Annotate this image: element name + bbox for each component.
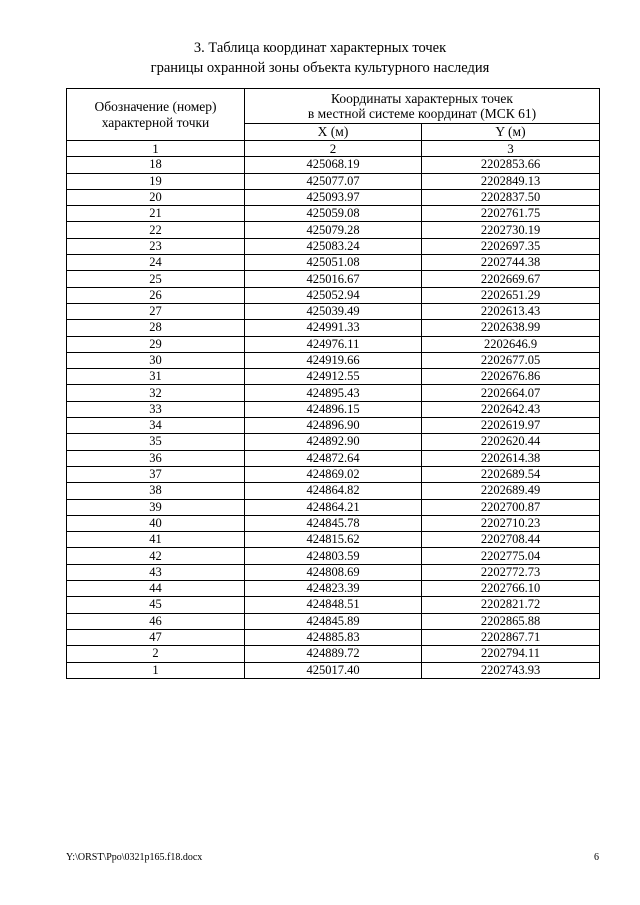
y-coordinate-cell: 2202669.67 — [422, 271, 600, 287]
point-number-cell: 34 — [67, 418, 245, 434]
y-coordinate-cell: 2202664.07 — [422, 385, 600, 401]
title-line-2: границы охранной зоны объекта культурного наследия — [150, 60, 490, 76]
y-coordinate-cell: 2202642.43 — [422, 401, 600, 417]
x-coordinate-cell: 424896.90 — [245, 418, 422, 434]
point-number-cell: 30 — [67, 352, 245, 368]
column-number-row — [67, 141, 600, 157]
y-coordinate-cell: 2202849.13 — [422, 173, 600, 189]
x-coordinate-cell: 424976.11 — [245, 336, 422, 352]
x-coordinate-cell: 425052.94 — [245, 287, 422, 303]
x-coordinate-cell: 424889.72 — [245, 646, 422, 662]
table-row — [67, 173, 600, 189]
x-coordinate-cell: 424864.21 — [245, 499, 422, 515]
table-row — [67, 564, 600, 580]
point-number-cell: 20 — [67, 189, 245, 205]
table-row — [67, 271, 600, 287]
point-number-cell: 28 — [67, 320, 245, 336]
y-coordinate-cell: 2202689.49 — [422, 483, 600, 499]
x-coordinate-cell: 424869.02 — [245, 466, 422, 482]
point-number-cell: 2 — [67, 646, 245, 662]
point-number-cell: 38 — [67, 483, 245, 499]
header-point-designation: Обозначение (номер) характерной точки — [67, 89, 245, 141]
table-row — [67, 434, 600, 450]
y-coordinate-cell: 2202821.72 — [422, 597, 600, 613]
file-path: Y:\ORST\Ppo\0321p165.f18.docx — [66, 852, 203, 863]
title-line-1: 3. Таблица координат характерных точек — [193, 40, 447, 56]
table-row — [67, 418, 600, 434]
point-number-cell: 18 — [67, 157, 245, 173]
y-coordinate-cell: 2202614.38 — [422, 450, 600, 466]
point-number-cell: 1 — [67, 662, 245, 678]
table-row — [67, 450, 600, 466]
coordinates-table — [66, 88, 600, 679]
point-number-cell: 36 — [67, 450, 245, 466]
point-number-cell: 33 — [67, 401, 245, 417]
x-coordinate-cell: 424803.59 — [245, 548, 422, 564]
page-footer — [66, 852, 599, 863]
x-coordinate-cell: 425039.49 — [245, 303, 422, 319]
y-coordinate-cell: 2202710.23 — [422, 515, 600, 531]
x-coordinate-cell: 424885.83 — [245, 629, 422, 645]
y-coordinate-cell: 2202620.44 — [422, 434, 600, 450]
point-number-cell: 19 — [67, 173, 245, 189]
x-coordinate-cell: 424912.55 — [245, 369, 422, 385]
point-number-cell: 21 — [67, 206, 245, 222]
table-row — [67, 581, 600, 597]
table-row — [67, 287, 600, 303]
table-row — [67, 352, 600, 368]
x-coordinate-cell: 424919.66 — [245, 352, 422, 368]
table-row — [67, 336, 600, 352]
point-number-cell: 27 — [67, 303, 245, 319]
point-number-cell: 31 — [67, 369, 245, 385]
table-body — [67, 141, 600, 679]
point-number-cell: 39 — [67, 499, 245, 515]
header-x: X (м) — [245, 124, 422, 141]
x-coordinate-cell: 425079.28 — [245, 222, 422, 238]
point-number-cell: 37 — [67, 466, 245, 482]
table-row — [67, 597, 600, 613]
table-row — [67, 466, 600, 482]
column-number: 1 — [67, 141, 245, 157]
column-number: 3 — [422, 141, 600, 157]
x-coordinate-cell: 424872.64 — [245, 450, 422, 466]
x-coordinate-cell: 424815.62 — [245, 532, 422, 548]
x-coordinate-cell: 425077.07 — [245, 173, 422, 189]
y-coordinate-cell: 2202619.97 — [422, 418, 600, 434]
point-number-cell: 42 — [67, 548, 245, 564]
y-coordinate-cell: 2202677.05 — [422, 352, 600, 368]
table-row — [67, 385, 600, 401]
document-title — [0, 38, 640, 78]
point-number-cell: 35 — [67, 434, 245, 450]
point-number-cell: 46 — [67, 613, 245, 629]
table-row — [67, 515, 600, 531]
y-coordinate-cell: 2202708.44 — [422, 532, 600, 548]
x-coordinate-cell: 424823.39 — [245, 581, 422, 597]
x-coordinate-cell: 425059.08 — [245, 206, 422, 222]
y-coordinate-cell: 2202743.93 — [422, 662, 600, 678]
table-row — [67, 157, 600, 173]
x-coordinate-cell: 425016.67 — [245, 271, 422, 287]
table-row — [67, 222, 600, 238]
y-coordinate-cell: 2202761.75 — [422, 206, 600, 222]
table-row — [67, 206, 600, 222]
y-coordinate-cell: 2202700.87 — [422, 499, 600, 515]
table-row — [67, 320, 600, 336]
point-number-cell: 44 — [67, 581, 245, 597]
x-coordinate-cell: 424895.43 — [245, 385, 422, 401]
table-row — [67, 255, 600, 271]
point-number-cell: 47 — [67, 629, 245, 645]
point-number-cell: 40 — [67, 515, 245, 531]
y-coordinate-cell: 2202775.04 — [422, 548, 600, 564]
header-y: Y (м) — [422, 124, 600, 141]
point-number-cell: 45 — [67, 597, 245, 613]
table-row — [67, 303, 600, 319]
x-coordinate-cell: 425093.97 — [245, 189, 422, 205]
y-coordinate-cell: 2202730.19 — [422, 222, 600, 238]
y-coordinate-cell: 2202837.50 — [422, 189, 600, 205]
table-row — [67, 548, 600, 564]
table-row — [67, 613, 600, 629]
point-number-cell: 22 — [67, 222, 245, 238]
table-row — [67, 499, 600, 515]
table-row — [67, 401, 600, 417]
x-coordinate-cell: 425051.08 — [245, 255, 422, 271]
table-row — [67, 532, 600, 548]
point-number-cell: 26 — [67, 287, 245, 303]
y-coordinate-cell: 2202865.88 — [422, 613, 600, 629]
point-number-cell: 41 — [67, 532, 245, 548]
y-coordinate-cell: 2202638.99 — [422, 320, 600, 336]
table-row — [67, 369, 600, 385]
point-number-cell: 25 — [67, 271, 245, 287]
point-number-cell: 43 — [67, 564, 245, 580]
y-coordinate-cell: 2202867.71 — [422, 629, 600, 645]
x-coordinate-cell: 425083.24 — [245, 238, 422, 254]
x-coordinate-cell: 424848.51 — [245, 597, 422, 613]
x-coordinate-cell: 424864.82 — [245, 483, 422, 499]
x-coordinate-cell: 424845.78 — [245, 515, 422, 531]
y-coordinate-cell: 2202651.29 — [422, 287, 600, 303]
column-number: 2 — [245, 141, 422, 157]
y-coordinate-cell: 2202613.43 — [422, 303, 600, 319]
table-row — [67, 483, 600, 499]
table-row — [67, 189, 600, 205]
point-number-cell: 32 — [67, 385, 245, 401]
y-coordinate-cell: 2202794.11 — [422, 646, 600, 662]
x-coordinate-cell: 425017.40 — [245, 662, 422, 678]
y-coordinate-cell: 2202744.38 — [422, 255, 600, 271]
y-coordinate-cell: 2202646.9 — [422, 336, 600, 352]
y-coordinate-cell: 2202697.35 — [422, 238, 600, 254]
table-row — [67, 238, 600, 254]
x-coordinate-cell: 424845.89 — [245, 613, 422, 629]
page-number: 6 — [594, 852, 599, 863]
y-coordinate-cell: 2202772.73 — [422, 564, 600, 580]
point-number-cell: 23 — [67, 238, 245, 254]
y-coordinate-cell: 2202766.10 — [422, 581, 600, 597]
x-coordinate-cell: 424808.69 — [245, 564, 422, 580]
table-row — [67, 646, 600, 662]
x-coordinate-cell: 424991.33 — [245, 320, 422, 336]
x-coordinate-cell: 424896.15 — [245, 401, 422, 417]
x-coordinate-cell: 424892.90 — [245, 434, 422, 450]
table-row — [67, 662, 600, 678]
header-coordinates: Координаты характерных точек в местной системе координат (МСК 61) — [245, 89, 600, 124]
y-coordinate-cell: 2202853.66 — [422, 157, 600, 173]
y-coordinate-cell: 2202689.54 — [422, 466, 600, 482]
y-coordinate-cell: 2202676.86 — [422, 369, 600, 385]
point-number-cell: 24 — [67, 255, 245, 271]
point-number-cell: 29 — [67, 336, 245, 352]
table-row — [67, 629, 600, 645]
x-coordinate-cell: 425068.19 — [245, 157, 422, 173]
